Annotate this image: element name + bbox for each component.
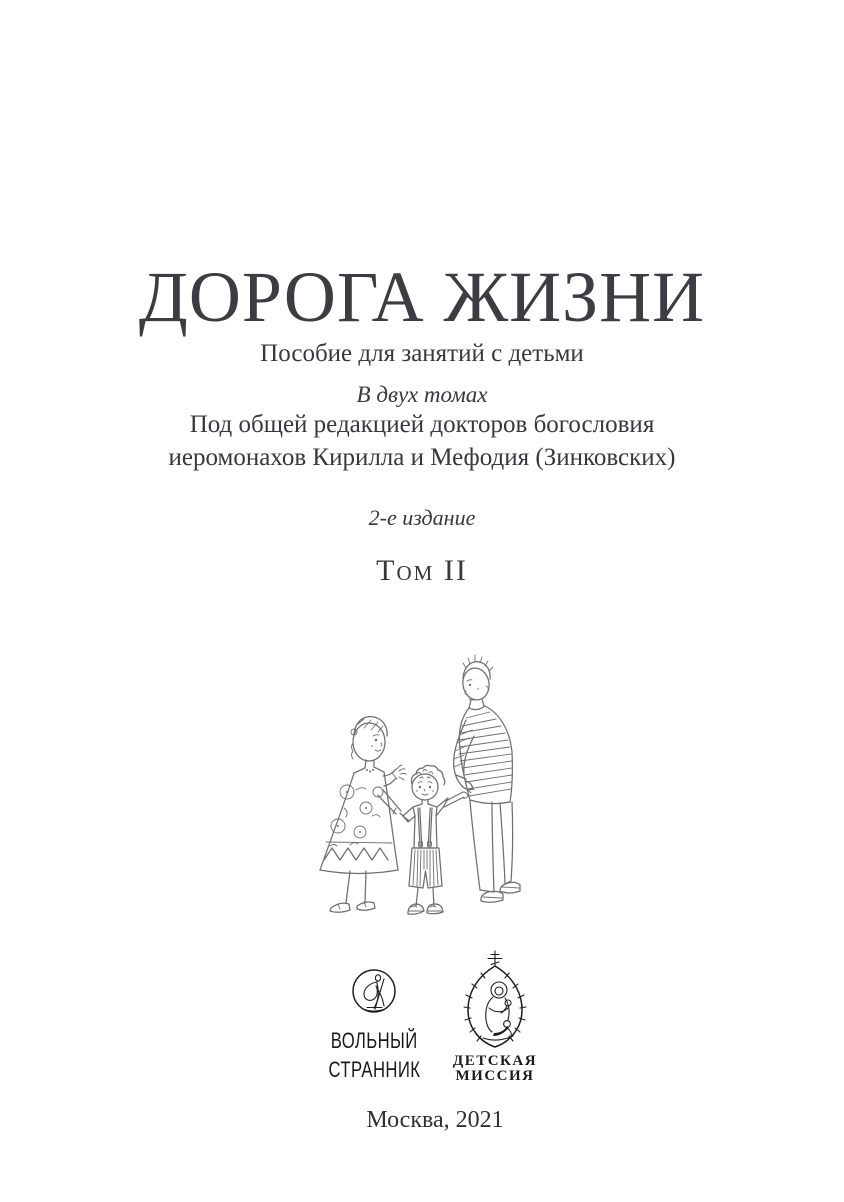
man-figure: [454, 655, 520, 902]
city-and-year: Москва, 2021: [366, 1107, 504, 1133]
publisher-name-line: ДЕТСКАЯ: [452, 1053, 538, 1069]
publisher-detskaya-missiya: [442, 950, 548, 1084]
editors-note: [0, 408, 844, 474]
woman-figure: [320, 717, 406, 913]
publishers-block: [322, 950, 548, 1084]
christ-with-children-figure: [483, 982, 513, 1040]
editors-line-2: иеромонахов Кирилла и Мефодия (Зинковских): [168, 444, 676, 471]
publisher-volny-strannik: [322, 968, 426, 1084]
boy-figure: [400, 765, 468, 914]
publisher-name-line: СТРАННИК: [328, 1057, 420, 1082]
book-subtitle: Пособие для занятий с детьми: [260, 340, 584, 367]
orthodox-cross-icon: [488, 951, 502, 966]
family-holding-hands-sketch: [270, 640, 580, 935]
book-title: ДОРОГА ЖИЗНИ: [138, 257, 706, 338]
christ-with-children-wreath-icon: [455, 950, 535, 1050]
family-sketch-svg: [270, 640, 580, 935]
editors-line-1: Под общей редакцией докторов богословия: [189, 411, 655, 438]
volume-number: Том II: [376, 554, 468, 587]
volumes-note: В двух томах: [356, 382, 488, 407]
publisher-name-line: ВОЛЬНЫЙ: [330, 1028, 418, 1053]
edition-note: 2-е издание: [368, 505, 476, 530]
wanderer-monogram-circle-icon: [351, 968, 397, 1016]
publisher-name-line: МИССИЯ: [455, 1068, 535, 1084]
